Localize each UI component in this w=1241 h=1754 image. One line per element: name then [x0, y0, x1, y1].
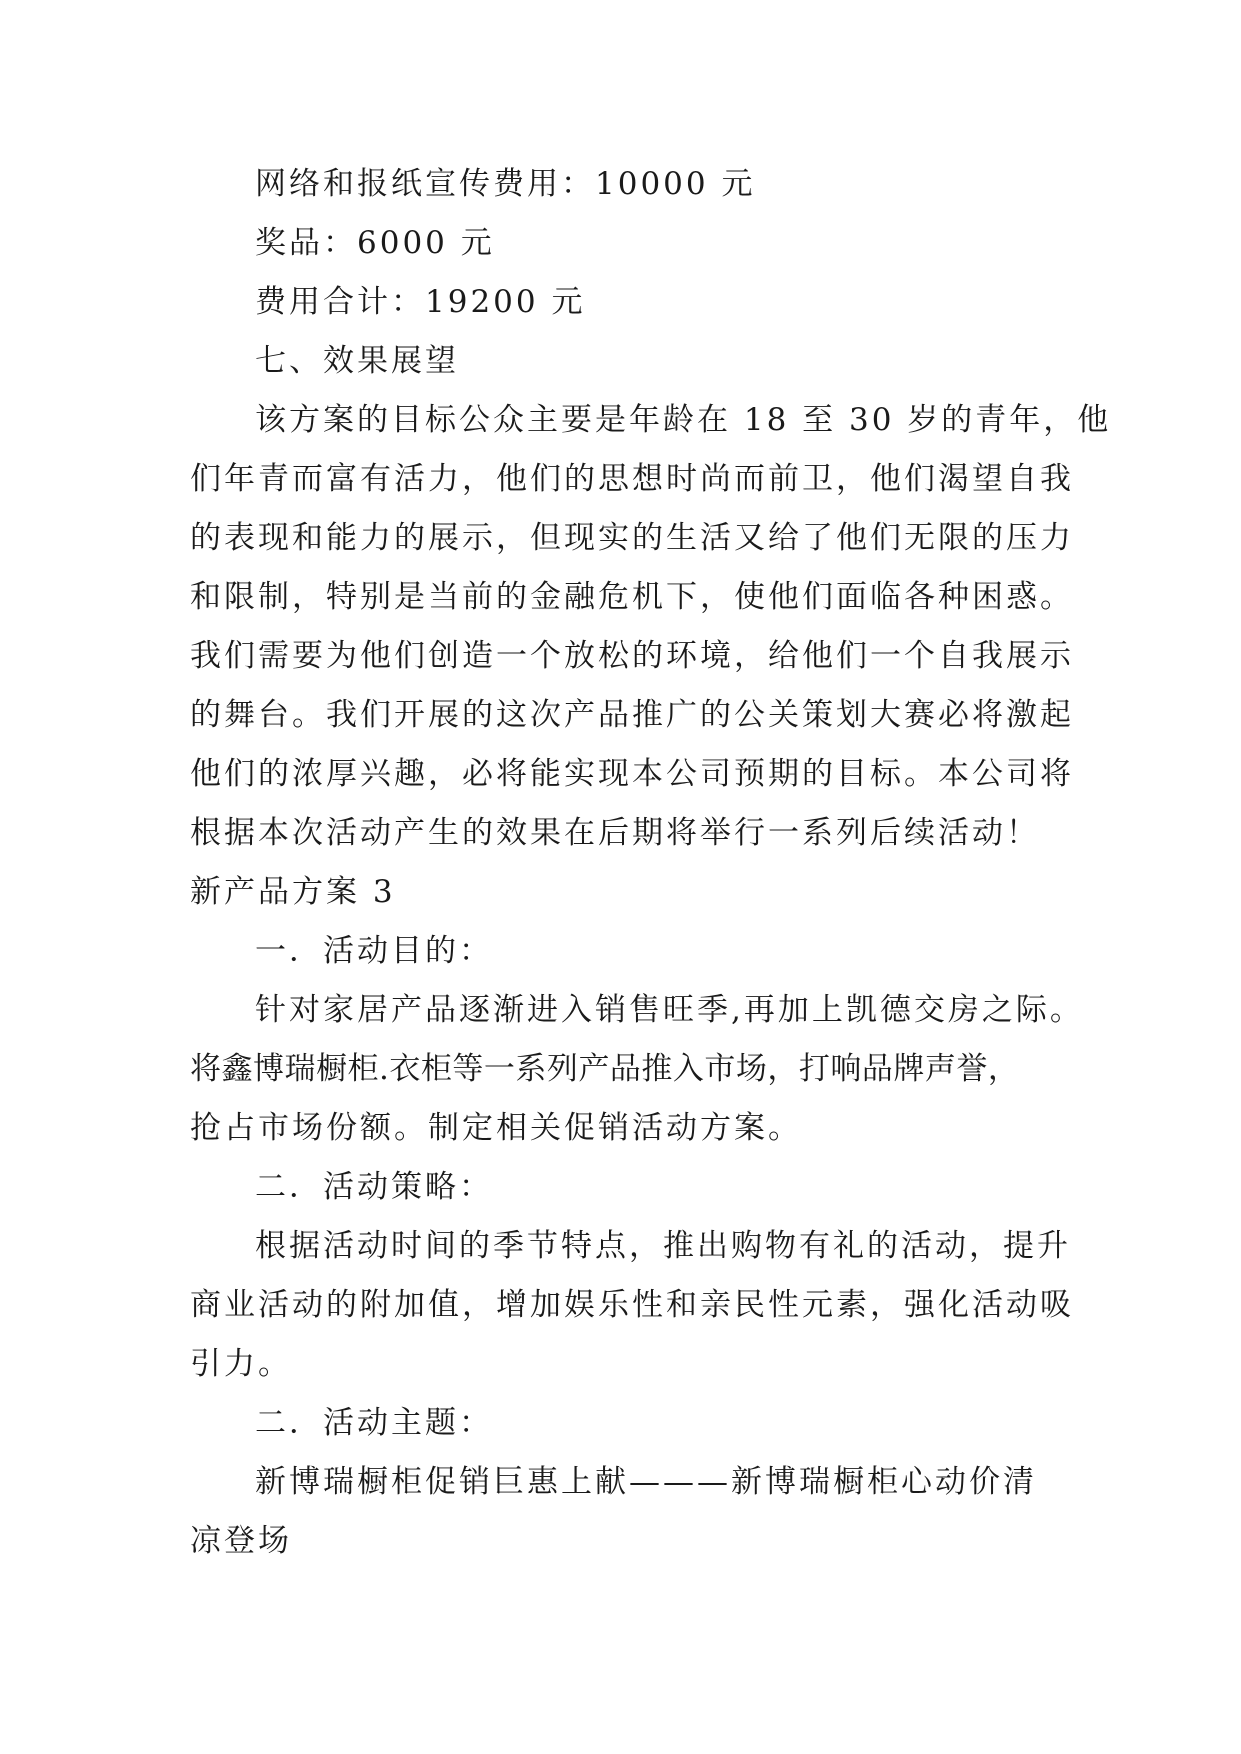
document-title: 新产品方案 3 — [190, 874, 396, 910]
text-line: 抢占市场份额。制定相关促销活动方案。 — [190, 1110, 802, 1146]
document-body — [190, 155, 1112, 1571]
section-heading: 二．活动主题： — [255, 1405, 493, 1441]
text-line: 我们需要为他们创造一个放松的环境，给他们一个自我展示 — [190, 638, 1074, 674]
text-line: 针对家居产品逐渐进入销售旺季,再加上凯德交房之际。 — [255, 992, 1084, 1028]
text-line: 商业活动的附加值，增加娱乐性和亲民性元素，强化活动吸 — [190, 1287, 1074, 1323]
text-line: 根据活动时间的季节特点，推出购物有礼的活动，提升 — [255, 1228, 1071, 1264]
text-line: 奖品：6000 元 — [255, 225, 495, 261]
text-line: 费用合计：19200 元 — [255, 284, 586, 320]
text-line: 根据本次活动产生的效果在后期将举行一系列后续活动！ — [190, 815, 1040, 851]
text-line: 引力。 — [190, 1346, 292, 1382]
text-line: 凉登场 — [190, 1523, 292, 1559]
section-heading: 一．活动目的： — [255, 933, 493, 969]
text-line: 网络和报纸宣传费用：10000 元 — [255, 166, 756, 202]
text-line: 他们的浓厚兴趣，必将能实现本公司预期的目标。本公司将 — [190, 756, 1074, 792]
text-line: 和限制，特别是当前的金融危机下，使他们面临各种困惑。 — [190, 579, 1074, 615]
text-line: 新博瑞橱柜促销巨惠上献———新博瑞橱柜心动价清 — [255, 1464, 1037, 1500]
section-heading: 七、效果展望 — [255, 343, 459, 379]
text-line: 该方案的目标公众主要是年龄在 18 至 30 岁的青年，他 — [255, 402, 1112, 438]
text-line: 的舞台。我们开展的这次产品推广的公关策划大赛必将激起 — [190, 697, 1074, 733]
text-line: 的表现和能力的展示，但现实的生活又给了他们无限的压力 — [190, 520, 1074, 556]
text-line: 将鑫博瑞橱柜.衣柜等一系列产品推入市场，打响品牌声誉， — [190, 1051, 1020, 1087]
text-line: 们年青而富有活力，他们的思想时尚而前卫，他们渴望自我 — [190, 461, 1074, 497]
section-heading: 二．活动策略： — [255, 1169, 493, 1205]
